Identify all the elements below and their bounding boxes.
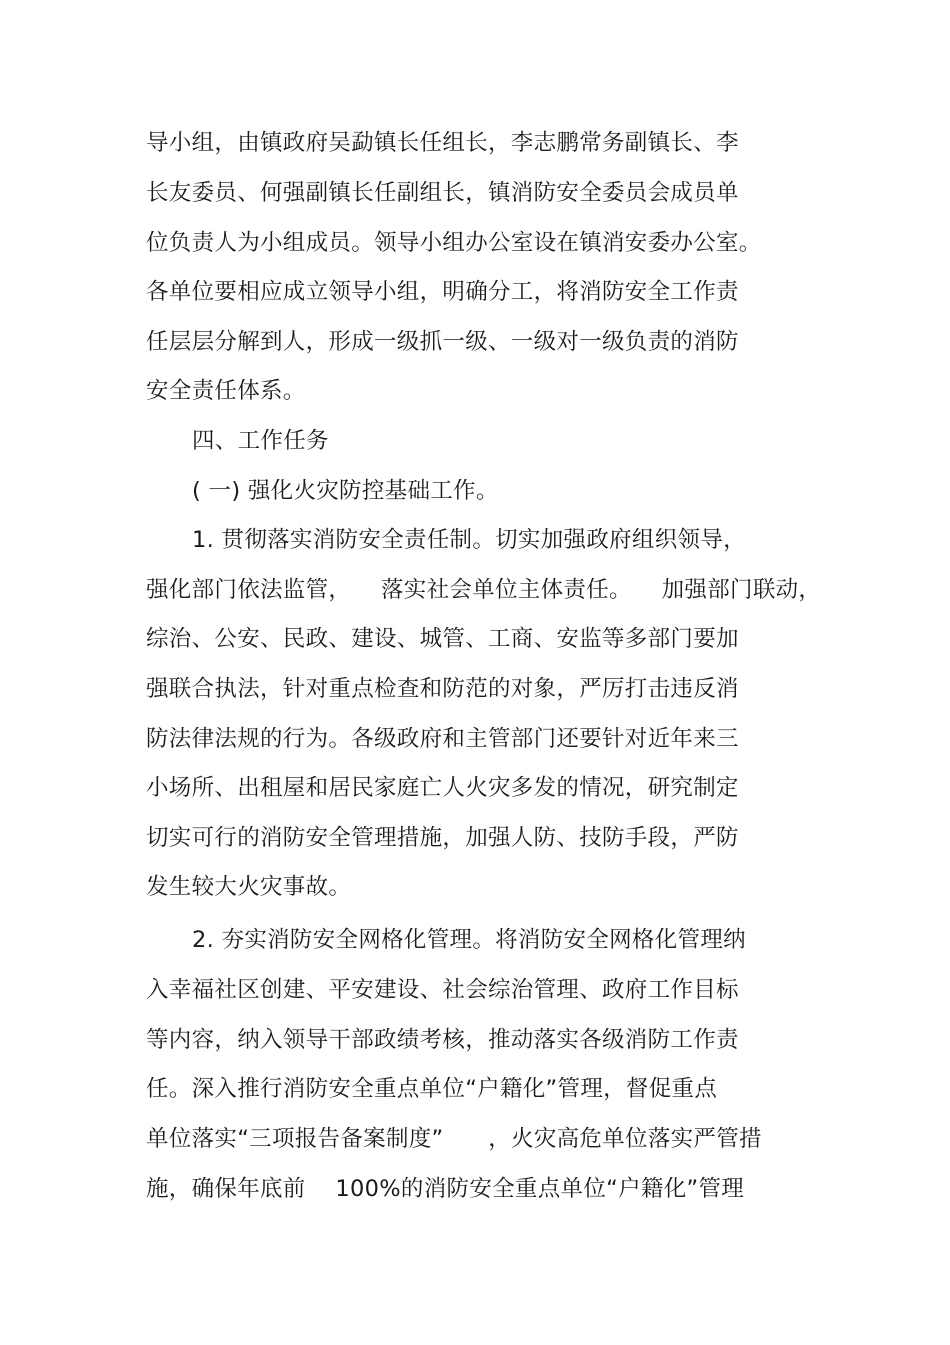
text-line: 施，确保年底前 100%的消防安全重点单位“户籍化”管理: [146, 1176, 745, 1202]
text-line: 小场所、出租屋和居民家庭亡人火灾多发的情况，研究制定: [146, 775, 739, 801]
text-line: 安全责任体系。: [146, 378, 306, 404]
text-line: 综治、公安、民政、建设、城管、工商、安监等多部门要加: [146, 626, 739, 652]
text-line: 防法律法规的行为。各级政府和主管部门还要针对近年来三: [146, 726, 739, 752]
text-line: 任。深入推行消防安全重点单位“户籍化”管理，督促重点: [146, 1076, 718, 1102]
paragraph-start-line: 2. 夯实消防安全网格化管理。将消防安全网格化管理纳: [192, 927, 746, 953]
text-line: 入幸福社区创建、平安建设、社会综治管理、政府工作目标: [146, 977, 739, 1003]
text-line: 任层层分解到人，形成一级抓一级、一级对一级负责的消防: [146, 329, 739, 355]
text-line: 强化部门依法监管， 落实社会单位主体责任。 加强部门联动，: [146, 577, 822, 603]
text-line: 长友委员、何强副镇长任副组长，镇消防安全委员会成员单: [146, 180, 739, 206]
section-heading: 四、工作任务: [192, 428, 329, 454]
subsection-heading: ( 一) 强化火灾防控基础工作。: [192, 478, 499, 504]
text-line: 发生较大火灾事故。: [146, 874, 352, 900]
text-line: 各单位要相应成立领导小组，明确分工，将消防安全工作责: [146, 279, 739, 305]
text-line: 位负责人为小组成员。领导小组办公室设在镇消安委办公室。: [146, 230, 762, 256]
text-line: 单位落实“三项报告备案制度” ，火灾高危单位落实严管措: [146, 1126, 762, 1152]
text-line: 等内容，纳入领导干部政绩考核，推动落实各级消防工作责: [146, 1027, 739, 1053]
text-line: 强联合执法，针对重点检查和防范的对象，严厉打击违反消: [146, 676, 739, 702]
paragraph-start-line: 1. 贯彻落实消防安全责任制。切实加强政府组织领导，: [192, 527, 746, 553]
text-line: 切实可行的消防安全管理措施，加强人防、技防手段，严防: [146, 825, 739, 851]
text-line: 导小组，由镇政府吴勐镇长任组长，李志鹏常务副镇长、李: [146, 130, 739, 156]
